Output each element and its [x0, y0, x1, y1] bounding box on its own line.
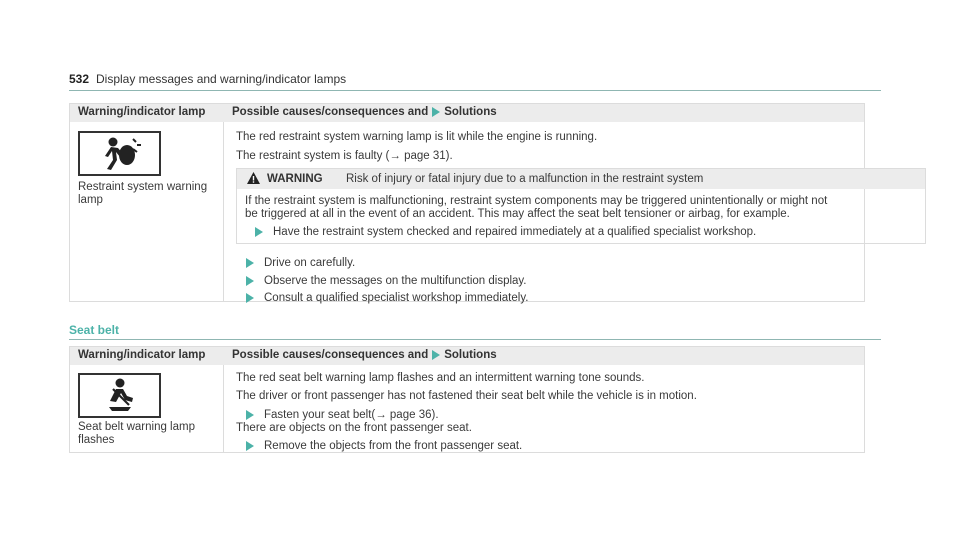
cause-text: The driver or front passenger has not fastened their seat belt while the vehicle is in motion. [236, 390, 697, 402]
warning-triangle-icon [247, 172, 260, 187]
table-row [70, 122, 864, 304]
cause-text: The red restraint system warning lamp is lit while the engine is running. [236, 131, 598, 143]
column-divider [223, 365, 224, 452]
lamp-label: Restraint system warning lamp [78, 181, 208, 206]
warning-box [236, 168, 926, 244]
seat-belt-warning-icon [78, 373, 161, 418]
column-divider [223, 122, 224, 301]
warning-text: If the restraint system is malfunctioning, restraint system components may be triggered unintentionally or might not [245, 195, 828, 207]
table-header [70, 104, 864, 122]
cause-text: The red seat belt warning lamp flashes and an intermittent warning tone sounds. [236, 372, 645, 384]
warning-bullet: Have the restraint system checked and repaired immediately at a qualified specialist workshop. [245, 226, 756, 238]
list-item: Remove the objects from the front passenger seat. [236, 440, 522, 452]
col-causes-header: Possible causes/consequences and Solutions [232, 106, 497, 118]
list-item: Consult a qualified specialist workshop immediately. [236, 292, 528, 304]
list-item: Observe the messages on the multifunction display. [236, 275, 527, 287]
cause-text: There are objects on the front passenger seat. [236, 422, 472, 434]
solutions-arrow-icon [432, 350, 440, 360]
lamp-label: Seat belt warning lamp flashes [78, 421, 195, 446]
airbag-warning-icon [78, 131, 161, 176]
bullet-arrow-icon [246, 410, 254, 420]
col-lamp-header: Warning/indicator lamp [78, 106, 206, 118]
bullet-arrow-icon [246, 441, 254, 451]
bullet-arrow-icon [246, 258, 254, 268]
section-title: Seat belt [69, 323, 881, 340]
warning-header [237, 169, 925, 189]
table-row [70, 365, 864, 452]
page-title: Display messages and warning/indicator lamps [96, 72, 347, 86]
warning-summary: Risk of injury or fatal injury due to a malfunction in the restraint system [346, 173, 704, 185]
warning-title: WARNING [267, 173, 323, 185]
list-item: Fasten your seat belt(→ page 36). [236, 409, 439, 421]
restraint-system-table [69, 103, 865, 302]
list-item: Drive on carefully. [236, 257, 355, 269]
col-lamp-header: Warning/indicator lamp [78, 349, 206, 361]
bullet-arrow-icon [246, 293, 254, 303]
col-causes-header: Possible causes/consequences and Solutions [232, 349, 497, 361]
solutions-arrow-icon [432, 107, 440, 117]
bullet-arrow-icon [255, 227, 263, 237]
warning-text: be triggered at all in the event of an accident. This may affect the seat belt tensioner or airbag, for example. [245, 208, 790, 220]
seat-belt-table [69, 346, 865, 453]
bullet-arrow-icon [246, 276, 254, 286]
page-header [69, 72, 881, 91]
page-number: 532 [69, 72, 90, 86]
table-header [70, 347, 864, 365]
cause-text: The restraint system is faulty (→ page 31). [236, 150, 453, 162]
